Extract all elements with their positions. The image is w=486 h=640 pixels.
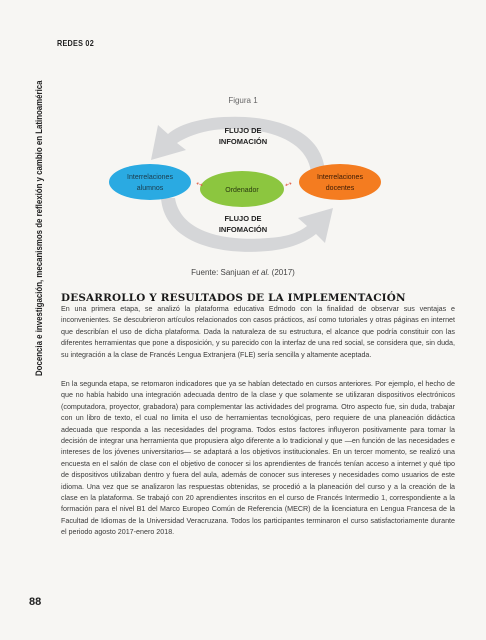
figure-source bbox=[0, 268, 486, 277]
students-node-label-line2: alumnos bbox=[136, 185, 164, 192]
right-double-arrow-icon: ↔ bbox=[280, 175, 296, 191]
side-running-title: Docencia e investigación, mecanismos de reflexión y cambio en Latinoamérica bbox=[34, 80, 45, 376]
students-node-label-line1: Interrelaciones bbox=[127, 174, 173, 181]
teachers-node-label-line1: Interrelaciones bbox=[317, 174, 363, 181]
body-paragraph-2: En la segunda etapa, se retomaron indicadores que ya se habían detectado en cursos anteriores. Por ejemplo, el hecho de que no había habido una integración adecuada dentro de la clase y que solamente se utilizaran dispositivos electrónicos (computadora, proyector, grabadora) para complementar las actividades del programa. Otro aspecto fue, sin duda, trabajar con un libro de texto, el cual no limita el uso de herramientas tecnológicas, pero requiere de una planeación didáctica adecuada que responda a las necesidades del programa. Todos estos factores influyeron positivamente para tomar la decisión de integrar una herramienta que propusiera algo diferente a lo tradicional y que —en función de las necesidades e intereses de los jóvenes universitarios— se adaptará a los objetivos institucionales. En un tercer momento, se realizó una encuesta en el salón de clase con el objetivo de conocer si los aprendientes de francés tenían acceso a internet y qué tipo de dispositivos utilizaban dentro y fuera del aula, además de conocer sus intereses y necesidades como usuarios de este idioma. Una vez que se analizaron las respuestas obtenidas, se procedió a la planeación del curso y a la creación de la clase en la plataforma. Se trabajó con 20 aprendientes inscritos en el curso de Francés Intermedio 1, correspondiente a la formación para el nivel B1 del Marco Europeo Común de Referencia (MECR) de la licenciatura en Lengua Francesa de la Facultad de Idiomas de la Universidad Veracruzana. Todos los participantes terminaron el curso satisfactoriamente durante el periodo agosto 2017-enero 2018. bbox=[61, 380, 455, 537]
top-flow-label-line2: INFOMACIÓN bbox=[218, 137, 268, 146]
figure-caption: Figura 1 bbox=[228, 96, 258, 105]
students-node bbox=[109, 164, 191, 200]
page-number: 88 bbox=[29, 596, 42, 608]
teachers-node-label-line2: docentes bbox=[325, 185, 355, 192]
section-heading: DESARROLLO Y RESULTADOS DE LA IMPLEMENTACIÓN bbox=[61, 292, 406, 304]
left-double-arrow-icon: ↔ bbox=[192, 175, 208, 191]
bottom-flow-label-line1: FLUJO DE bbox=[224, 214, 262, 223]
top-flow-label-line1: FLUJO DE bbox=[224, 126, 262, 135]
running-header: REDES 02 bbox=[57, 38, 94, 48]
teachers-node bbox=[299, 164, 381, 200]
bottom-flow-label-line2: INFOMACIÓN bbox=[218, 225, 268, 234]
source-suffix: (2017) bbox=[269, 268, 295, 277]
source-prefix: Fuente: Sanjuan bbox=[191, 268, 253, 277]
body-paragraph-1: En una primera etapa, se analizó la plataforma educativa Edmodo con la finalidad de observar sus ventajas e inconvenientes. Se descubrieron artículos relacionados con casos prácticos, así como tutoriales y otras páginas en internet que describían el uso de dicha plataforma. Dada la naturaleza de su estructura, el alcance que podría constituir con las diferentes herramientas que pone a disposición, y su parecido con la interfaz de una red social, se considera que, sin duda, su integración a la clase de Francés Lengua Extranjera (FLE) sería sencilla y altamente aceptada. bbox=[61, 305, 455, 359]
source-italic: et al. bbox=[252, 268, 270, 277]
computer-node-label: Ordenador bbox=[225, 187, 259, 194]
information-flow-diagram bbox=[0, 0, 486, 270]
